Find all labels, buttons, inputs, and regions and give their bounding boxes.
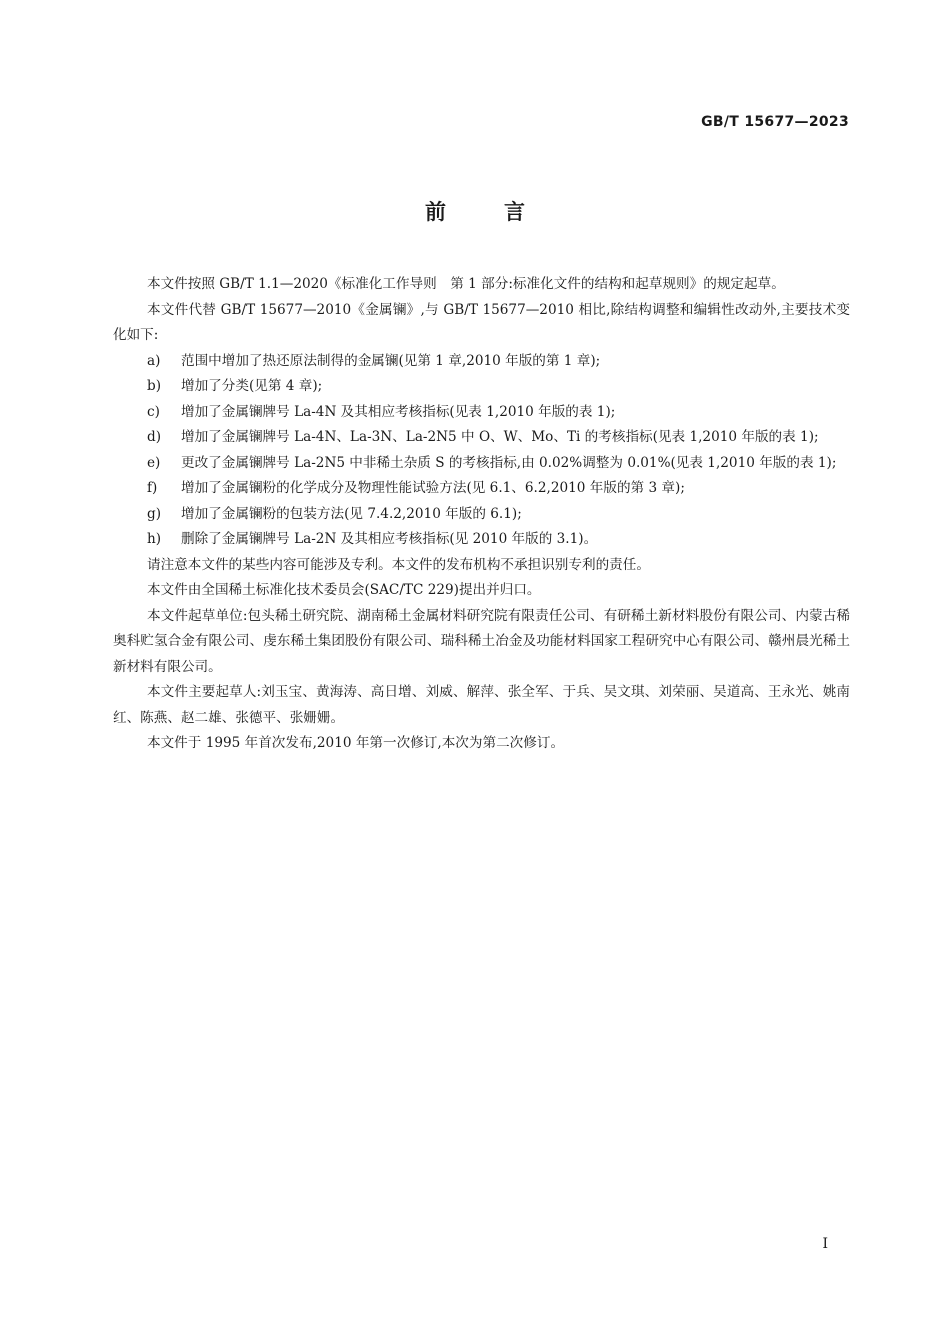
list-item-label: b) (147, 378, 162, 394)
list-item-text: 增加了金属镧粉的化学成分及物理性能试验方法(见 6.1、6.2,2010 年版的第 3 章); (181, 480, 685, 496)
list-item-label: a) (147, 352, 161, 369)
list-item-text: 更改了金属镧牌号 La-2N5 中非稀土杂质 S 的考核指标,由 0.02%调整为 0.01%(见表 1,2010 年版的表 1); (181, 454, 837, 471)
paragraph-replacement: 本文件代替 GB/T 15677—2010《金属镧》,与 GB/T 15677—2010 相比,除结构调整和编辑性改动外,主要技术变化如下: (113, 301, 850, 343)
list-item (113, 476, 850, 502)
paragraph-drafting-units: 本文件起草单位:包头稀土研究院、湖南稀土金属材料研究院有限责任公司、有研稀土新材料股份有限公司、内蒙古稀奥科贮氢合金有限公司、虔东稀土集团股份有限公司、瑞科稀土冶金及功能材料国家工程研究中心有限公司、赣州晨光稀土新材料有限公司。 (113, 607, 850, 675)
page-number: I (822, 1236, 828, 1252)
paragraph-proposer: 本文件由全国稀土标准化技术委员会(SAC/TC 229)提出并归口。 (147, 582, 541, 598)
list-item-label: g) (147, 505, 162, 522)
foreword-body (113, 272, 850, 757)
list-item-label: d) (147, 429, 162, 445)
list-item-text: 范围中增加了热还原法制得的金属镧(见第 1 章,2010 年版的第 1 章); (181, 352, 601, 369)
list-item (113, 502, 850, 528)
list-item (113, 374, 850, 400)
standard-code: GB/T 15677—2023 (701, 114, 849, 130)
list-item-label: e) (147, 454, 161, 471)
paragraph-drafting-rules: 本文件按照 GB/T 1.1—2020《标准化工作导则 第 1 部分:标准化文件的结构和起草规则》的规定起草。 (147, 276, 785, 292)
list-item-label: c) (147, 403, 160, 420)
list-item (113, 400, 850, 426)
list-item-text: 增加了分类(见第 4 章); (181, 378, 323, 394)
paragraph-history: 本文件于 1995 年首次发布,2010 年第一次修订,本次为第二次修订。 (147, 735, 565, 751)
changes-list (113, 349, 850, 553)
list-item (113, 349, 850, 375)
list-item (113, 425, 850, 451)
paragraph-patent-notice: 请注意本文件的某些内容可能涉及专利。本文件的发布机构不承担识别专利的责任。 (147, 556, 650, 573)
list-item-text: 删除了金属镧牌号 La-2N 及其相应考核指标(见 2010 年版的 3.1)。 (181, 531, 598, 547)
list-item-text: 增加了金属镧粉的包装方法(见 7.4.2,2010 年版的 6.1); (181, 505, 522, 522)
list-item-text: 增加了金属镧牌号 La-4N、La-3N、La-2N5 中 O、W、Mo、Ti 的考核指标(见表 1,2010 年版的表 1); (181, 429, 819, 445)
page-title: 前言 (425, 200, 583, 224)
paragraph-drafters: 本文件主要起草人:刘玉宝、黄海涛、高日增、刘威、解萍、张全军、于兵、吴文琪、刘荣丽、吴道高、王永光、姚南红、陈燕、赵二雄、张德平、张姗姗。 (113, 684, 850, 726)
list-item-label: f) (147, 480, 158, 496)
list-item (113, 527, 850, 553)
list-item-label: h) (147, 531, 162, 547)
list-item-text: 增加了金属镧牌号 La-4N 及其相应考核指标(见表 1,2010 年版的表 1); (181, 403, 616, 420)
list-item (113, 451, 850, 477)
